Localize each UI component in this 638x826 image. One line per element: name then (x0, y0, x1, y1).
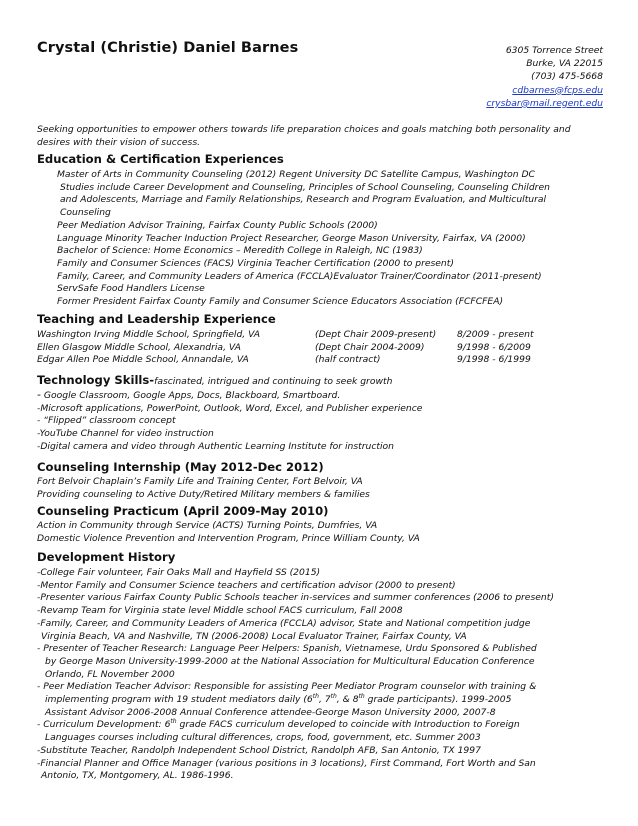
job-role: (Dept Chair 2004-2009) (315, 341, 425, 353)
development-item (37, 719, 603, 732)
education-item: Bachelor of Science: Home Economics – Meredith College in Raleigh, NC (1983) (57, 245, 423, 257)
text-run: , 7 (318, 694, 331, 706)
development-item: -Revamp Team for Virginia state level Middle school FACS curriculum, Fall 2008 (37, 605, 403, 617)
technology-item: -YouTube Channel for video instruction (37, 428, 214, 440)
candidate-name: Crystal (Christie) Daniel Barnes (37, 40, 299, 56)
job-role: (Dept Chair 2009-present) (315, 329, 437, 340)
education-item: Studies include Career Development and Counseling, Principles of School Counseling, Counseling Children (60, 181, 550, 193)
education-item: ServSafe Food Handlers License (57, 283, 205, 295)
development-item: Assistant Advisor 2006-2008 Annual Conference attendee-George Mason University 2000, 2007-8 (45, 706, 496, 718)
technology-item: - “Flipped” classroom concept (37, 415, 176, 427)
email-link-fcps[interactable]: cdbarnes@fcps.edu (512, 84, 603, 96)
development-item: Orlando, FL November 2000 (45, 668, 175, 680)
internship-item: Fort Belvoir Chaplain’s Family Life and Training Center, Fort Belvoir, VA (37, 476, 363, 487)
ordinal-suffix: th (170, 718, 177, 726)
development-item: - Presenter of Teacher Research: Language Peer Helpers: Spanish, Vietnamese, Urdu Sponsored & Published (37, 643, 537, 655)
development-item (37, 694, 603, 707)
technology-title: Technology Skills- (37, 373, 155, 387)
development-item: Virginia Beach, VA and Nashville, TN (2006-2008) Local Evaluator Trainer, Fairfax County, VA (41, 630, 467, 642)
job-school: Ellen Glasgow Middle School, Alexandria, VA (37, 341, 241, 353)
education-item: Family, Career, and Community Leaders of America (FCCLA)Evaluator Trainer/Coordinator (2011-present) (57, 270, 542, 282)
ordinal-suffix: th (358, 692, 365, 700)
education-item: and Adolescents, Marriage and Family Relationships, Research and Program Evaluation, and Multicultural (60, 194, 547, 206)
text-run: - Curriculum Development: 6 (37, 719, 171, 731)
development-item: - Peer Mediation Teacher Advisor: Responsible for assisting Peer Mediator Program counselor with training & (37, 681, 537, 693)
job-dates: 8/2009 - present (457, 329, 534, 340)
development-item: -Mentor Family and Consumer Science teachers and certification advisor (2000 to present) (37, 579, 456, 591)
education-item: Peer Mediation Advisor Training, Fairfax County Public Schools (2000) (57, 219, 378, 231)
technology-item (37, 389, 603, 403)
development-list (37, 567, 603, 783)
practicum-heading: Counseling Practicum (April 2009-May 2010) (37, 504, 329, 518)
internship-item: Providing counseling to Active Duty/Retired Military members & families (37, 488, 370, 500)
job-school: Edgar Allen Poe Middle School, Annandale, VA (37, 354, 249, 366)
internship-list (37, 476, 603, 501)
practicum-item: Action in Community through Service (ACTS) Turning Points, Dumfries, VA (37, 520, 378, 531)
text-run: , & 8 (336, 694, 359, 706)
development-item: -Family, Career, and Community Leaders of America (FCCLA) advisor, State and National competition judge (37, 617, 531, 629)
job-row (37, 354, 603, 367)
phone-number: (703) 475-5668 (531, 71, 603, 83)
education-list (37, 169, 603, 309)
ordinal-suffix: th (330, 692, 337, 700)
development-item: -College Fair volunteer, Fair Oaks Mall and Hayfield SS (2015) (37, 567, 321, 578)
practicum-list (37, 520, 603, 545)
education-item: Family and Consumer Sciences (FACS) Virginia Teacher Certification (2000 to present) (57, 257, 454, 269)
development-item: -Financial Planner and Office Manager (various positions in 3 locations), First Command, Fort Worth and San (37, 757, 536, 769)
practicum-item: Domestic Violence Prevention and Intervention Program, Prince William County, VA (37, 532, 420, 544)
text-run: implementing program with 19 student mediators daily (6 (45, 694, 313, 706)
development-item: Antonio, TX, Montgomery, AL. 1986-1996. (41, 770, 234, 782)
job-dates: 9/1998 - 6/1999 (457, 354, 531, 366)
text-run: grade participants). 1999-2005 (364, 694, 512, 706)
education-item: Former President Fairfax County Family and Consumer Science Educators Association (FCFCFEA) (57, 296, 504, 308)
technology-heading (37, 373, 392, 387)
development-item: Languages courses including cultural differences, crops, food, government, etc. Summer 2003 (45, 732, 481, 744)
objective-statement: Seeking opportunities to empower others towards life preparation choices and goals matching both personality and desires with their vision of success. (37, 124, 571, 148)
job-role: (half contract) (315, 354, 381, 366)
technology-subtitle: fascinated, intrigued and continuing to seek growth (154, 376, 393, 387)
technology-item: -Digital camera and video through Authentic Learning Institute for instruction (37, 440, 394, 452)
technology-item-text: Google Classroom, Google Apps, Docs, Blackboard, Smartboard. (40, 390, 341, 401)
teaching-heading: Teaching and Leadership Experience (37, 312, 276, 326)
development-item: -Presenter various Fairfax County Public Schools teacher in-services and summer conferences (2006 to present) (37, 592, 554, 604)
education-heading: Education & Certification Experiences (37, 152, 284, 166)
email-link-regent[interactable]: crysbar@mail.regent.edu (486, 97, 603, 109)
text-run: grade FACS curriculum developed to coincide with Introduction to Foreign (176, 719, 520, 731)
lead-dash: - (37, 388, 41, 401)
technology-list (37, 389, 603, 454)
education-item: Master of Arts in Community Counseling (2012) Regent University DC Satellite Campus, Washington DC (57, 169, 535, 180)
job-row (37, 329, 603, 342)
development-item: -Substitute Teacher, Randolph Independent School District, Randolph AFB, San Antonio, TX 1997 (37, 744, 481, 756)
ordinal-suffix: th (312, 692, 319, 700)
teaching-list (37, 329, 603, 367)
education-item: Language Minority Teacher Induction Project Researcher, George Mason University, Fairfax, VA (2000) (57, 232, 526, 244)
technology-item: -Microsoft applications, PowerPoint, Outlook, Word, Excel, and Publisher experience (37, 402, 423, 414)
education-item: Counseling (60, 207, 111, 219)
job-row (37, 342, 603, 355)
contact-block (486, 44, 603, 110)
job-school: Washington Irving Middle School, Springfield, VA (37, 329, 261, 340)
street-address: 6305 Torrence Street (505, 45, 603, 56)
city-state-zip: Burke, VA 22015 (526, 58, 603, 70)
development-heading: Development History (37, 550, 176, 564)
job-dates: 9/1998 - 6/2009 (457, 341, 531, 353)
development-item: by George Mason University-1999-2000 at the National Association for Multicultural Education Conference (45, 655, 535, 667)
internship-heading: Counseling Internship (May 2012-Dec 2012) (37, 460, 324, 474)
